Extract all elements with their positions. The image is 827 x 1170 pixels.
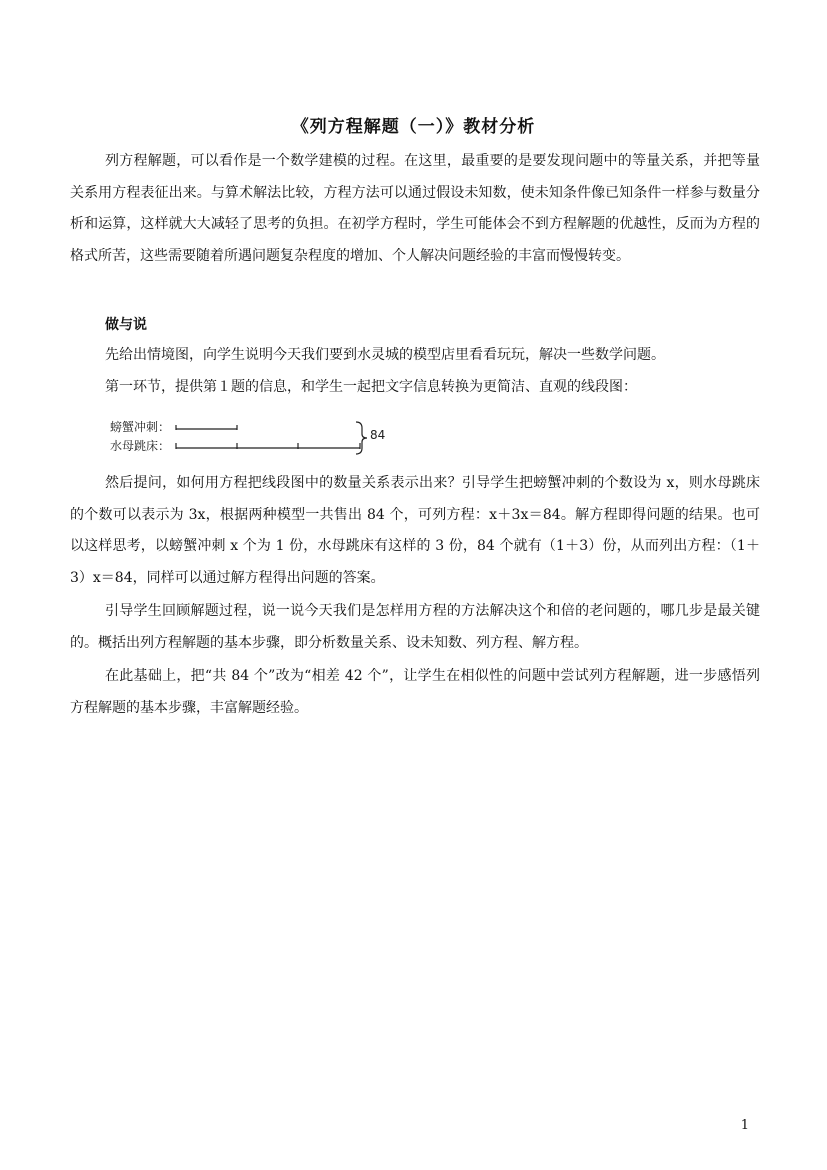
- crab-segment: [176, 425, 237, 430]
- page-number: 1: [740, 1118, 749, 1133]
- jellyfish-row-label: 水母跳床：: [110, 439, 171, 453]
- jellyfish-segment: [176, 443, 360, 449]
- document-title: 《列方程解题（一）》教材分析: [291, 117, 536, 137]
- intro-paragraph: 列方程解题，可以看作是一个数学建模的过程。在这里，最重要的是要发现问题中的等量关系，并把等量关系用方程表征出来。与算术解法比较，方程方法可以通过假设未知数，使未知条件像已知条件一样参与数量分析和运算，这样就大大减轻了思考的负担。在初学方程时，学生可能体会不到方程解题的优越性，反而为方程的格式所苦，这些需要随着所遇问题复杂程度的增加、个人解决问题经验的丰富而慢慢转变。: [70, 153, 760, 264]
- scene-paragraph: 先给出情境图，向学生说明今天我们要到水灵城的模型店里看看玩玩，解决一些数学问题。: [105, 347, 665, 363]
- question-paragraph: 然后提问，如何用方程把线段图中的数量关系表示出来？引导学生把螃蟹冲刺的个数设为 x，则水母跳床的个数可以表示为 3x，根据两种模型一共售出 84 个，可列方程：x＋3x＝84。解方程即得问题的结果。也可以这样思考，以螃蟹冲刺 x 个为 1 份，水母跳床有这样的 3 份，84 个就有（1＋3）份，从而列出方程：（1＋3）x＝84，同样可以通过解方程得出问题的答案。: [70, 475, 760, 586]
- total-label: 84: [370, 428, 386, 442]
- step1-paragraph: 第一环节，提供第１题的信息，和学生一起把文字信息转换为更简洁、直观的线段图：: [105, 379, 637, 395]
- line-segment-diagram: [110, 416, 400, 458]
- extend-paragraph: 在此基础上，把“共 84 个”改为“相差 42 个”，让学生在相似性的问题中尝试列方程解题，进一步感悟列方程解题的基本步骤，丰富解题经验。: [70, 668, 760, 716]
- total-brace: [356, 422, 367, 454]
- review-paragraph: 引导学生回顾解题过程，说一说今天我们是怎样用方程的方法解决这个和倍的老问题的，哪几步是最关键的。概括出列方程解题的基本步骤，即分析数量关系、设未知数、列方程、解方程。: [70, 603, 760, 651]
- segment-lines: [110, 416, 400, 458]
- section-heading: 做与说: [105, 317, 147, 333]
- crab-row-label: 螃蟹冲刺：: [110, 420, 171, 434]
